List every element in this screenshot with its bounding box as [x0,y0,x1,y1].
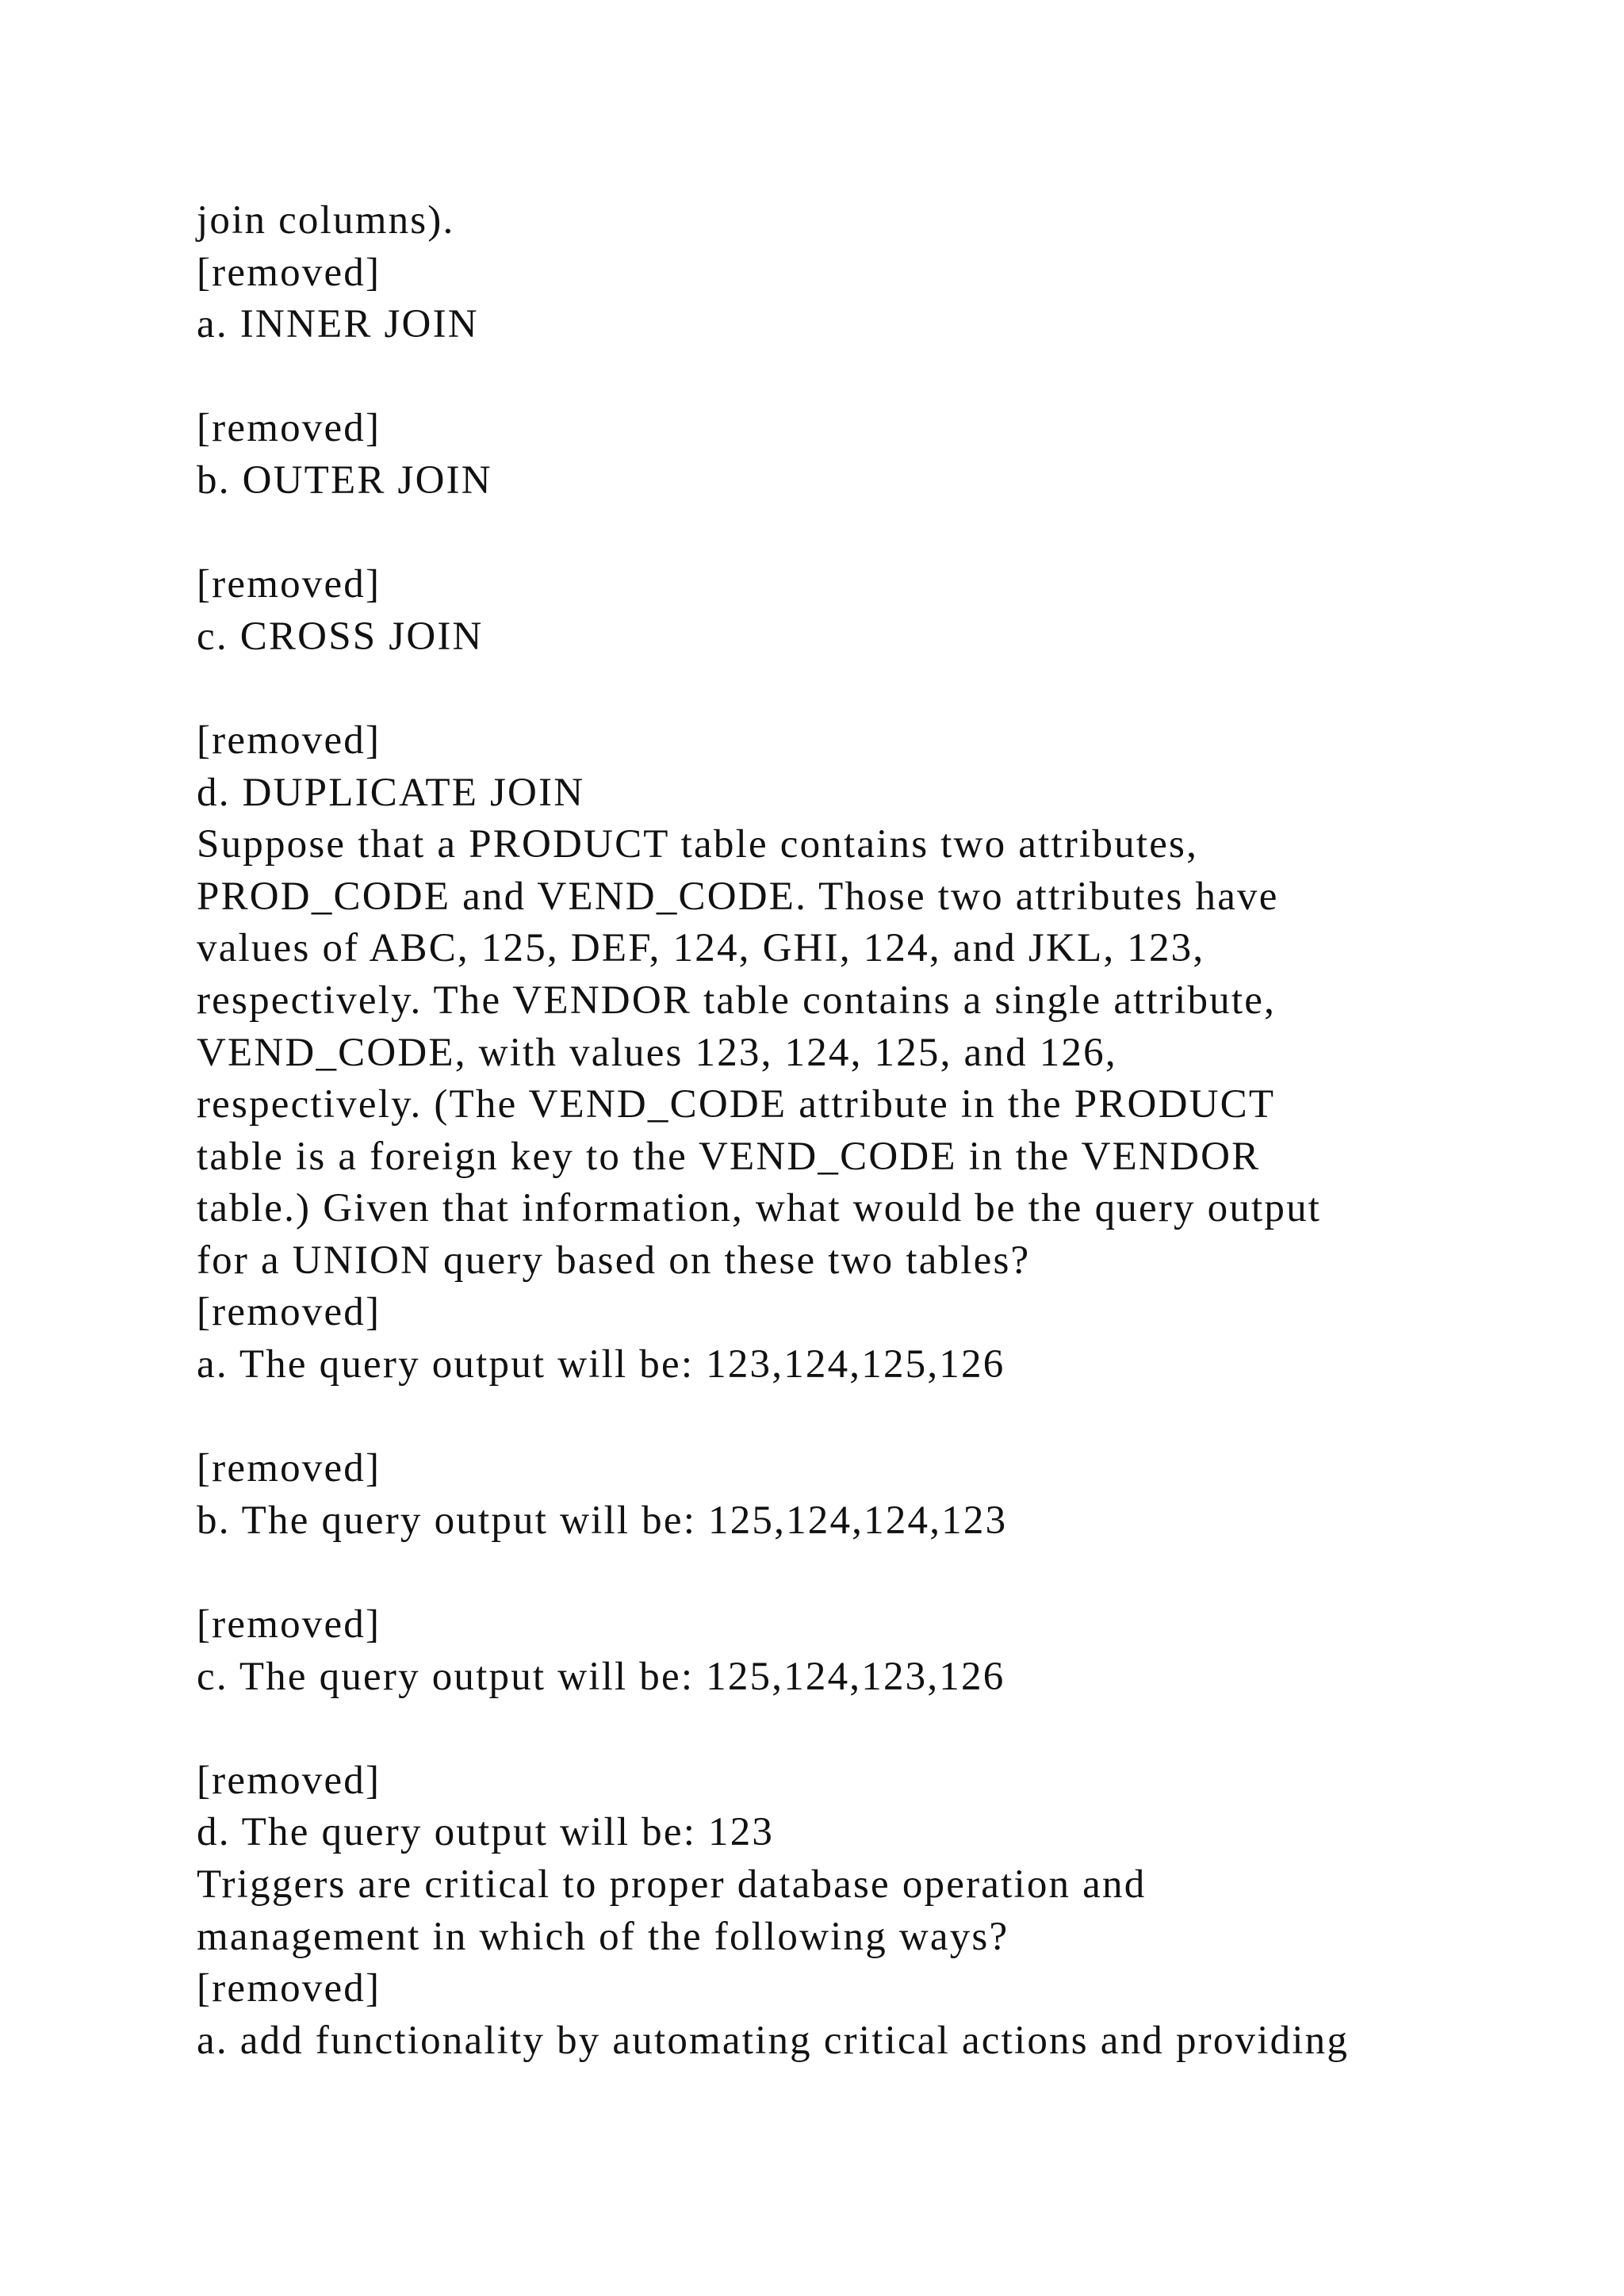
question-line: Suppose that a PRODUCT table contains two attributes, [197,822,1199,867]
removed-marker: [removed] [197,1290,381,1335]
document-text [197,195,1545,2067]
removed-marker: [removed] [197,250,381,295]
question-line: Triggers are critical to proper database operation and [197,1862,1147,1907]
question-line: table.) Given that information, what would be the query output [197,1186,1322,1231]
answer-option-a: a. add functionality by automating critical actions and providing [197,2018,1350,2063]
answer-option-c: c. The query output will be: 125,124,123,126 [197,1654,1005,1699]
answer-option-c: c. CROSS JOIN [197,614,484,659]
removed-marker: [removed] [197,1966,381,2011]
blank-line [197,1547,1545,1599]
question-line: values of ABC, 125, DEF, 124, GHI, 124, and JKL, 123, [197,926,1205,971]
blank-line [197,1391,1545,1444]
answer-option-d: d. DUPLICATE JOIN [197,770,585,815]
removed-marker: [removed] [197,1602,381,1647]
removed-marker: [removed] [197,406,381,451]
removed-marker: [removed] [197,1758,381,1803]
question-line: PROD_CODE and VEND_CODE. Those two attributes have [197,874,1279,919]
answer-option-a: a. The query output will be: 123,124,125,126 [197,1342,1005,1387]
answer-option-b: b. The query output will be: 125,124,124,123 [197,1498,1008,1543]
removed-marker: [removed] [197,718,381,763]
answer-option-a: a. INNER JOIN [197,302,479,347]
answer-option-b: b. OUTER JOIN [197,457,492,503]
blank-line [197,507,1545,560]
question-line: table is a foreign key to the VEND_CODE in the VENDOR [197,1134,1261,1179]
question-line: respectively. (The VEND_CODE attribute in the PRODUCT [197,1082,1276,1127]
question-line: for a UNION query based on these two tables? [197,1238,1031,1283]
question-line: management in which of the following ways? [197,1914,1009,1959]
blank-line [197,1703,1545,1755]
answer-option-d: d. The query output will be: 123 [197,1810,775,1855]
question-line: respectively. The VENDOR table contains a single attribute, [197,978,1277,1023]
removed-marker: [removed] [197,562,381,607]
question-line: VEND_CODE, with values 123, 124, 125, and 126, [197,1030,1117,1075]
question-tail: join columns). [197,198,455,243]
blank-line [197,663,1545,715]
blank-line [197,351,1545,404]
removed-marker: [removed] [197,1446,381,1491]
